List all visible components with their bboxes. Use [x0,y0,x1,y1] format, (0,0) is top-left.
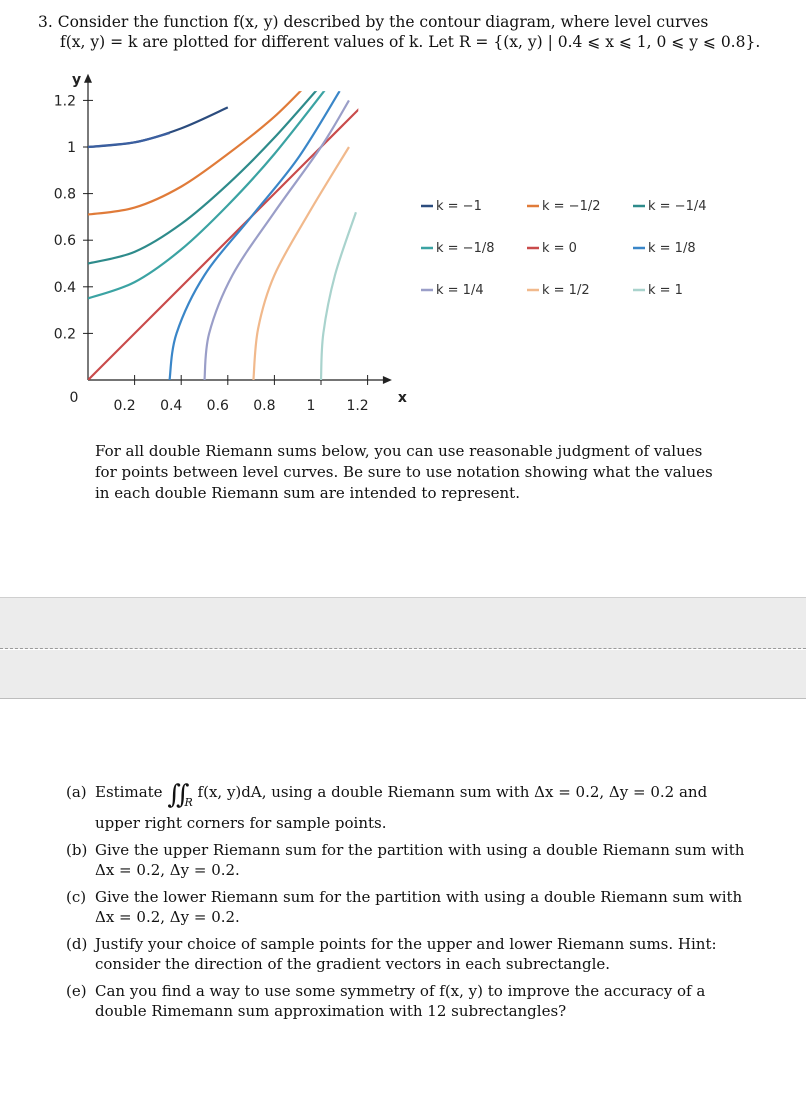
legend-label: k = 1 [648,283,683,298]
question-parts [66,782,746,1028]
page-break-divider [0,648,806,649]
legend-label: k = −1 [436,199,482,214]
part-e [66,981,746,1021]
part-a [66,782,746,833]
part-a-label: (a) [66,783,87,801]
part-d-label: (d) [66,935,88,953]
y-tick-label: 0.4 [53,279,76,296]
legend-label: k = 1/2 [542,283,590,298]
part-e-label: (e) [66,982,87,1000]
y-tick-label: 0.2 [53,326,76,343]
part-e-text: Can you find a way to use some symmetry of f(x, y) to improve the accuracy of a double Rimemann sum approximation with 12 subrectangles? [95,982,706,1020]
y-axis-label: y [72,71,82,88]
legend-label: k = 1/8 [648,241,696,256]
x-axis-arrow [383,376,392,384]
origin-label: 0 [69,390,79,406]
contour-diagram [0,70,806,430]
part-b-text: Give the upper Riemann sum for the partition with using a double Riemann sum with Δx = 0.2, Δy = 0.2. [95,841,745,879]
y-tick-label: 0.8 [53,186,76,203]
legend-label: k = 0 [542,241,577,256]
part-b [66,840,746,880]
part-d-text: Justify your choice of sample points for the upper and lower Riemann sums. Hint: consider the direction of the gradient vectors in each subrectangle. [95,935,717,973]
y-tick-label: 1 [67,140,76,156]
contour-line-7 [253,147,349,380]
contour-line-8 [321,212,356,380]
part-c-label: (c) [66,888,87,906]
x-tick-label: 1 [306,398,316,414]
double-integral-sign: ∬ [167,780,184,810]
part-a-post: f(x, y)dA, using a double Riemann sum with Δx = 0.2, Δy = 0.2 and upper right corners for sample points. [95,783,708,832]
legend-label: k = −1/8 [436,241,495,256]
part-a-pre: Estimate [95,783,163,801]
contour-line-6 [205,100,349,380]
instructions-note: For all double Riemann sums below, you can use reasonable judgment of values for points between level curves. Be sure to use notation showing what the values in each double Riemann sum are intended to represent. [95,442,713,502]
contour-line-0 [88,107,228,147]
integral-region: R [184,796,193,809]
x-tick-label: 0.6 [206,398,229,414]
y-tick-label: 1.2 [53,93,76,110]
part-d [66,934,746,974]
y-tick-label: 0.6 [53,233,76,250]
y-axis-arrow [84,74,92,83]
part-b-label: (b) [66,841,88,859]
x-tick-label: 0.8 [253,398,276,414]
contour-line-2 [88,77,328,263]
problem-statement [38,12,778,52]
x-tick-label: 1.2 [346,398,369,414]
legend-label: k = −1/2 [542,199,601,214]
problem-line-1: 3. Consider the function f(x, y) described by the contour diagram, where level curves [38,13,709,31]
x-tick-label: 0.2 [113,398,136,414]
contour-line-4 [88,77,391,380]
legend-label: k = −1/4 [648,199,707,214]
x-axis-label: x [397,390,407,406]
legend-label: k = 1/4 [436,283,484,298]
chart-legend [421,199,707,298]
part-c [66,887,746,927]
contour-curves [88,77,391,380]
problem-line-2: f(x, y) = k are plotted for different values of k. Let R = {(x, y) | 0.4 ⩽ x ⩽ 1, 0 ⩽ y ⩽ 0.8}. [60,33,761,51]
answer-band-top [0,597,806,649]
contour-line-9 [88,133,170,147]
x-tick-label: 0.4 [160,398,183,414]
answer-band-bottom [0,650,806,699]
part-c-text: Give the lower Riemann sum for the partition with using a double Riemann sum with Δx = 0.2, Δy = 0.2. [95,888,743,926]
